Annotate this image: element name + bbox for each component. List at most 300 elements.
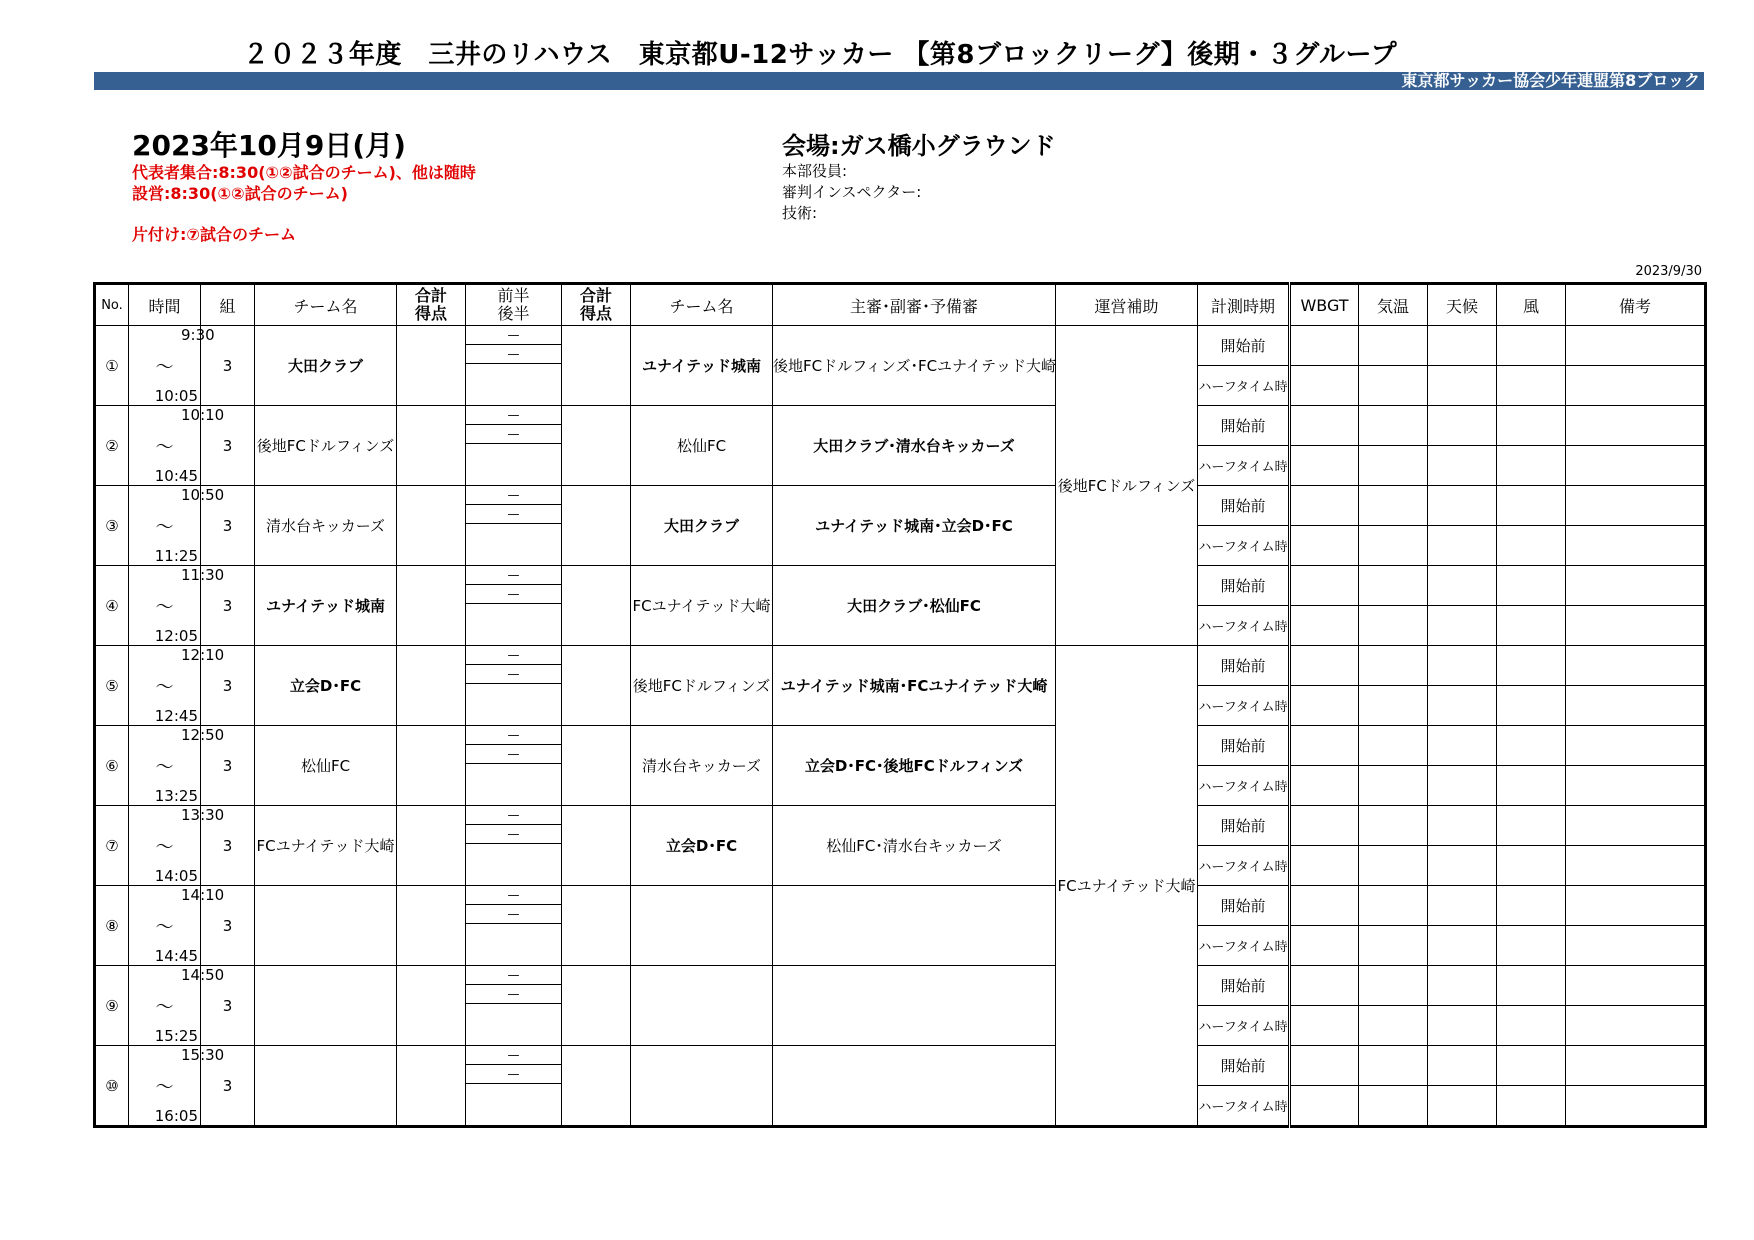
time-separator: ～ [155, 836, 174, 858]
notes-cell[interactable] [1566, 326, 1706, 366]
temp-cell[interactable] [1359, 486, 1428, 526]
time-separator: ～ [155, 596, 174, 618]
team2-name: 清水台キッカーズ [631, 726, 773, 806]
end-time: 10:45 [154, 467, 198, 485]
notes-cell[interactable] [1566, 886, 1706, 926]
weather-cell[interactable] [1428, 566, 1497, 606]
referee-teams [773, 1046, 1056, 1127]
end-time: 11:25 [154, 547, 198, 565]
team2-total[interactable] [562, 326, 631, 406]
measure-before: 開始前 [1198, 966, 1290, 1006]
wbgt-cell[interactable] [1290, 406, 1359, 446]
match-time [129, 326, 215, 406]
team2-name [631, 966, 773, 1046]
wbgt-cell[interactable] [1290, 606, 1359, 646]
second-half-score[interactable]: — [466, 1065, 561, 1084]
weather-cell[interactable] [1428, 1046, 1497, 1086]
measure-before: 開始前 [1198, 406, 1290, 446]
col-measure: 計測時期 [1198, 284, 1290, 326]
wind-cell[interactable] [1497, 366, 1566, 406]
temp-cell[interactable] [1359, 446, 1428, 486]
wind-cell[interactable] [1497, 726, 1566, 766]
referee-teams [773, 966, 1056, 1046]
temp-cell[interactable] [1359, 966, 1428, 1006]
measure-halftime: ハーフタイム時 [1198, 606, 1290, 646]
measure-before: 開始前 [1198, 1046, 1290, 1086]
staff-hq: 本部役員: [782, 162, 848, 180]
notes-cell[interactable] [1566, 1086, 1706, 1127]
notes-cell[interactable] [1566, 1006, 1706, 1046]
page-title: ２０２３年度 三井のリハウス 東京都U-12サッカー 【第8ブロックリーグ】後期・３グループ [242, 40, 1398, 70]
half-scores[interactable] [466, 886, 562, 966]
wbgt-cell[interactable] [1290, 766, 1359, 806]
wbgt-cell[interactable] [1290, 806, 1359, 846]
col-support: 運営補助 [1056, 284, 1198, 326]
measure-before: 開始前 [1198, 646, 1290, 686]
extra-score[interactable] [466, 764, 561, 805]
referee-teams: ユナイテッド城南･FCユナイテッド大崎 [773, 646, 1056, 726]
match-group: 3 [201, 486, 255, 566]
measure-halftime: ハーフタイム時 [1198, 1086, 1290, 1127]
team2-total[interactable] [562, 406, 631, 486]
first-half-score[interactable]: — [466, 726, 561, 745]
temp-cell[interactable] [1359, 726, 1428, 766]
match-time [129, 806, 225, 886]
time-separator: ～ [155, 916, 174, 938]
end-time: 15:25 [154, 1027, 198, 1045]
cleanup-note: 片付け:⑦試合のチーム [132, 225, 296, 244]
match-row [95, 886, 1706, 926]
first-half-score[interactable]: — [466, 566, 561, 585]
end-time: 13:25 [154, 787, 198, 805]
match-no: ⑤ [95, 646, 129, 726]
time-separator: ～ [155, 756, 174, 778]
team1-total[interactable] [397, 486, 466, 566]
measure-before: 開始前 [1198, 486, 1290, 526]
half-scores[interactable] [466, 646, 562, 726]
weather-cell[interactable] [1428, 446, 1497, 486]
match-no: ⑧ [95, 886, 129, 966]
second-half-score[interactable]: — [466, 665, 561, 684]
extra-score[interactable] [466, 364, 561, 405]
temp-cell[interactable] [1359, 1006, 1428, 1046]
half-scores[interactable] [466, 806, 562, 886]
end-time: 10:05 [154, 387, 198, 405]
team2-total[interactable] [562, 806, 631, 886]
half-scores[interactable] [466, 726, 562, 806]
referee-teams: 大田クラブ･松仙FC [773, 566, 1056, 646]
wbgt-cell[interactable] [1290, 486, 1359, 526]
weather-cell[interactable] [1428, 1006, 1497, 1046]
time-separator: ～ [155, 996, 174, 1018]
notes-cell[interactable] [1566, 766, 1706, 806]
match-group: 3 [201, 1046, 255, 1127]
match-group: 3 [201, 806, 255, 886]
wbgt-cell[interactable] [1290, 686, 1359, 726]
second-half-score[interactable]: — [466, 745, 561, 764]
wind-cell[interactable] [1497, 326, 1566, 366]
extra-score[interactable] [466, 844, 561, 885]
temp-cell[interactable] [1359, 566, 1428, 606]
match-group: 3 [201, 566, 255, 646]
weather-cell[interactable] [1428, 486, 1497, 526]
first-half-score[interactable]: — [466, 886, 561, 905]
referee-teams: ユナイテッド城南･立会D･FC [773, 486, 1056, 566]
wbgt-cell[interactable] [1290, 566, 1359, 606]
half-scores[interactable] [466, 1046, 562, 1127]
measure-before: 開始前 [1198, 886, 1290, 926]
time-separator: ～ [155, 516, 174, 538]
team2-name: 立会D･FC [631, 806, 773, 886]
match-time [129, 726, 225, 806]
weather-cell[interactable] [1428, 646, 1497, 686]
wind-cell[interactable] [1497, 566, 1566, 606]
wind-cell[interactable] [1497, 526, 1566, 566]
weather-cell[interactable] [1428, 726, 1497, 766]
first-half-score[interactable]: — [466, 806, 561, 825]
team1-name [255, 886, 397, 966]
temp-cell[interactable] [1359, 846, 1428, 886]
team1-total[interactable] [397, 726, 466, 806]
weather-cell[interactable] [1428, 326, 1497, 366]
notes-cell[interactable] [1566, 966, 1706, 1006]
weather-cell[interactable] [1428, 926, 1497, 966]
wind-cell[interactable] [1497, 486, 1566, 526]
start-time: 14:50 [181, 966, 225, 984]
team1-total[interactable] [397, 566, 466, 646]
wbgt-cell[interactable] [1290, 366, 1359, 406]
first-half-score[interactable]: — [466, 1046, 561, 1065]
wind-cell[interactable] [1497, 806, 1566, 846]
team2-name [631, 1046, 773, 1127]
measure-halftime: ハーフタイム時 [1198, 526, 1290, 566]
team1-total[interactable] [397, 326, 466, 406]
first-half-score[interactable]: — [466, 486, 561, 505]
end-time: 14:45 [154, 947, 198, 965]
temp-cell[interactable] [1359, 806, 1428, 846]
team1-total[interactable] [397, 406, 466, 486]
wind-cell[interactable] [1497, 846, 1566, 886]
col-team2: チーム名 [631, 284, 773, 326]
wbgt-cell[interactable] [1290, 926, 1359, 966]
start-time: 10:10 [181, 406, 225, 424]
match-row [95, 326, 1706, 366]
match-no: ③ [95, 486, 129, 566]
match-row [95, 726, 1706, 766]
wind-cell[interactable] [1497, 926, 1566, 966]
notes-cell[interactable] [1566, 566, 1706, 606]
team2-total[interactable] [562, 726, 631, 806]
notes-cell[interactable] [1566, 806, 1706, 846]
notes-cell[interactable] [1566, 526, 1706, 566]
team2-total[interactable] [562, 886, 631, 966]
measure-before: 開始前 [1198, 726, 1290, 766]
col-team1: チーム名 [255, 284, 397, 326]
notes-cell[interactable] [1566, 686, 1706, 726]
weather-cell[interactable] [1428, 686, 1497, 726]
team1-total[interactable] [397, 806, 466, 886]
temp-cell[interactable] [1359, 1086, 1428, 1127]
notes-cell[interactable] [1566, 646, 1706, 686]
wbgt-cell[interactable] [1290, 1046, 1359, 1086]
extra-score[interactable] [466, 1004, 561, 1045]
team1-total[interactable] [397, 646, 466, 726]
team1-total[interactable] [397, 886, 466, 966]
notes-cell[interactable] [1566, 846, 1706, 886]
col-group: 組 [201, 284, 255, 326]
extra-score[interactable] [466, 524, 561, 565]
measure-halftime: ハーフタイム時 [1198, 926, 1290, 966]
referee-teams: 大田クラブ･清水台キッカーズ [773, 406, 1056, 486]
second-half-score[interactable]: — [466, 985, 561, 1004]
end-time: 12:05 [154, 627, 198, 645]
col-temp: 気温 [1359, 284, 1428, 326]
half-scores[interactable] [466, 486, 562, 566]
team2-name [631, 886, 773, 966]
col-no: No. [95, 284, 129, 326]
wbgt-cell[interactable] [1290, 1086, 1359, 1127]
half-scores[interactable] [466, 406, 562, 486]
col-referees: 主審･副審･予備審 [773, 284, 1056, 326]
notes-cell[interactable] [1566, 606, 1706, 646]
notes-cell[interactable] [1566, 486, 1706, 526]
start-time: 15:30 [181, 1046, 225, 1064]
col-wind: 風 [1497, 284, 1566, 326]
weather-cell[interactable] [1428, 806, 1497, 846]
start-time: 11:30 [181, 566, 225, 584]
team1-name [255, 1046, 397, 1127]
wind-cell[interactable] [1497, 1086, 1566, 1127]
notes-cell[interactable] [1566, 1046, 1706, 1086]
match-date: 2023年10月9日(月) [132, 129, 406, 162]
team2-name: 松仙FC [631, 406, 773, 486]
second-half-score[interactable]: — [466, 345, 561, 364]
match-group: 3 [201, 326, 255, 406]
match-time [129, 1046, 225, 1127]
referee-teams: 後地FCドルフィンズ･FCユナイテッド大崎 [773, 326, 1056, 406]
start-time: 9:30 [181, 326, 215, 344]
assembly-note: 代表者集合:8:30(①②試合のチーム)、他は随時 [132, 163, 476, 182]
half-scores[interactable] [466, 966, 562, 1046]
wind-cell[interactable] [1497, 606, 1566, 646]
notes-cell[interactable] [1566, 366, 1706, 406]
col-weather: 天候 [1428, 284, 1497, 326]
wind-cell[interactable] [1497, 646, 1566, 686]
extra-score[interactable] [466, 924, 561, 965]
team1-total[interactable] [397, 966, 466, 1046]
weather-cell[interactable] [1428, 526, 1497, 566]
venue: 会場:ガス橋小グラウンド [782, 132, 1056, 160]
team1-total[interactable] [397, 1046, 466, 1127]
match-row [95, 406, 1706, 446]
wbgt-cell[interactable] [1290, 326, 1359, 366]
wind-cell[interactable] [1497, 446, 1566, 486]
col-time: 時間 [129, 284, 201, 326]
extra-score[interactable] [466, 1084, 561, 1125]
end-time: 16:05 [154, 1107, 198, 1125]
temp-cell[interactable] [1359, 646, 1428, 686]
start-time: 13:30 [181, 806, 225, 824]
match-row [95, 566, 1706, 606]
second-half-score[interactable]: — [466, 905, 561, 924]
weather-cell[interactable] [1428, 1086, 1497, 1127]
print-date: 2023/9/30 [1635, 264, 1702, 279]
second-half-score[interactable]: — [466, 505, 561, 524]
measure-before: 開始前 [1198, 326, 1290, 366]
first-half-score[interactable]: — [466, 646, 561, 665]
measure-halftime: ハーフタイム時 [1198, 1006, 1290, 1046]
match-time [129, 566, 225, 646]
extra-score[interactable] [466, 444, 561, 485]
setup-note: 設営:8:30(①②試合のチーム) [132, 184, 348, 203]
measure-halftime: ハーフタイム時 [1198, 766, 1290, 806]
support-team-2: FCユナイテッド大崎 [1056, 646, 1198, 1127]
match-time [129, 646, 225, 726]
extra-score[interactable] [466, 684, 561, 725]
team1-name: FCユナイテッド大崎 [255, 806, 397, 886]
extra-score[interactable] [466, 604, 561, 645]
team2-total[interactable] [562, 1046, 631, 1127]
header-row [95, 284, 1706, 326]
time-separator: ～ [155, 1076, 174, 1098]
weather-cell[interactable] [1428, 366, 1497, 406]
temp-cell[interactable] [1359, 686, 1428, 726]
start-time: 12:50 [181, 726, 225, 744]
match-time [129, 406, 225, 486]
notes-cell[interactable] [1566, 726, 1706, 766]
end-time: 14:05 [154, 867, 198, 885]
temp-cell[interactable] [1359, 1046, 1428, 1086]
temp-cell[interactable] [1359, 526, 1428, 566]
temp-cell[interactable] [1359, 366, 1428, 406]
weather-cell[interactable] [1428, 966, 1497, 1006]
match-no: ⑥ [95, 726, 129, 806]
measure-halftime: ハーフタイム時 [1198, 366, 1290, 406]
wbgt-cell[interactable] [1290, 446, 1359, 486]
time-separator: ～ [155, 676, 174, 698]
team1-name: 後地FCドルフィンズ [255, 406, 397, 486]
match-time [129, 966, 225, 1046]
match-group: 3 [201, 966, 255, 1046]
staff-inspector: 審判インスペクター: [782, 183, 922, 201]
wbgt-cell[interactable] [1290, 966, 1359, 1006]
first-half-score[interactable]: — [466, 326, 561, 345]
match-group: 3 [201, 406, 255, 486]
wind-cell[interactable] [1497, 766, 1566, 806]
time-separator: ～ [155, 436, 174, 458]
wind-cell[interactable] [1497, 1006, 1566, 1046]
team2-name: 大田クラブ [631, 486, 773, 566]
half-scores[interactable] [466, 566, 562, 646]
weather-cell[interactable] [1428, 846, 1497, 886]
second-half-score[interactable]: — [466, 585, 561, 604]
team2-total[interactable] [562, 486, 631, 566]
match-no: ⑩ [95, 1046, 129, 1127]
wind-cell[interactable] [1497, 1046, 1566, 1086]
col-notes: 備考 [1566, 284, 1706, 326]
wbgt-cell[interactable] [1290, 846, 1359, 886]
notes-cell[interactable] [1566, 446, 1706, 486]
match-row [95, 646, 1706, 686]
notes-cell[interactable] [1566, 406, 1706, 446]
temp-cell[interactable] [1359, 606, 1428, 646]
match-group: 3 [201, 886, 255, 966]
notes-cell[interactable] [1566, 926, 1706, 966]
team2-total[interactable] [562, 966, 631, 1046]
team1-name: 立会D･FC [255, 646, 397, 726]
weather-cell[interactable] [1428, 606, 1497, 646]
second-half-score[interactable]: — [466, 825, 561, 844]
referee-teams: 立会D･FC･後地FCドルフィンズ [773, 726, 1056, 806]
temp-cell[interactable] [1359, 766, 1428, 806]
team1-name: 清水台キッカーズ [255, 486, 397, 566]
wbgt-cell[interactable] [1290, 1006, 1359, 1046]
team2-total[interactable] [562, 566, 631, 646]
team1-name: 松仙FC [255, 726, 397, 806]
col-total1: 合計 得点 [397, 284, 466, 326]
col-wbgt: WBGT [1290, 284, 1359, 326]
temp-cell[interactable] [1359, 326, 1428, 366]
team2-name: FCユナイテッド大崎 [631, 566, 773, 646]
match-no: ④ [95, 566, 129, 646]
half-scores[interactable] [466, 326, 562, 406]
weather-cell[interactable] [1428, 406, 1497, 446]
wbgt-cell[interactable] [1290, 886, 1359, 926]
start-time: 14:10 [181, 886, 225, 904]
team1-name [255, 966, 397, 1046]
first-half-score[interactable]: — [466, 406, 561, 425]
temp-cell[interactable] [1359, 406, 1428, 446]
match-row [95, 486, 1706, 526]
first-half-score[interactable]: — [466, 966, 561, 985]
measure-halftime: ハーフタイム時 [1198, 846, 1290, 886]
match-row [95, 1046, 1706, 1086]
col-half: 前半 後半 [466, 284, 562, 326]
title-banner [94, 72, 1704, 90]
wind-cell[interactable] [1497, 686, 1566, 726]
wbgt-cell[interactable] [1290, 726, 1359, 766]
temp-cell[interactable] [1359, 926, 1428, 966]
support-team-1: 後地FCドルフィンズ [1056, 326, 1198, 646]
wind-cell[interactable] [1497, 966, 1566, 1006]
match-time [129, 486, 225, 566]
team2-name: ユナイテッド城南 [631, 326, 773, 406]
time-separator: ～ [155, 356, 174, 378]
wbgt-cell[interactable] [1290, 526, 1359, 566]
weather-cell[interactable] [1428, 886, 1497, 926]
match-no: ⑦ [95, 806, 129, 886]
team2-name: 後地FCドルフィンズ [631, 646, 773, 726]
match-no: ⑨ [95, 966, 129, 1046]
match-no: ① [95, 326, 129, 406]
match-time [129, 886, 225, 966]
wbgt-cell[interactable] [1290, 646, 1359, 686]
second-half-score[interactable]: — [466, 425, 561, 444]
match-row [95, 806, 1706, 846]
referee-teams [773, 886, 1056, 966]
wind-cell[interactable] [1497, 886, 1566, 926]
start-time: 10:50 [181, 486, 225, 504]
wind-cell[interactable] [1497, 406, 1566, 446]
weather-cell[interactable] [1428, 766, 1497, 806]
col-total2: 合計 得点 [562, 284, 631, 326]
team1-name: ユナイテッド城南 [255, 566, 397, 646]
staff-tech: 技術: [782, 204, 818, 222]
end-time: 12:45 [154, 707, 198, 725]
measure-before: 開始前 [1198, 566, 1290, 606]
team2-total[interactable] [562, 646, 631, 726]
temp-cell[interactable] [1359, 886, 1428, 926]
